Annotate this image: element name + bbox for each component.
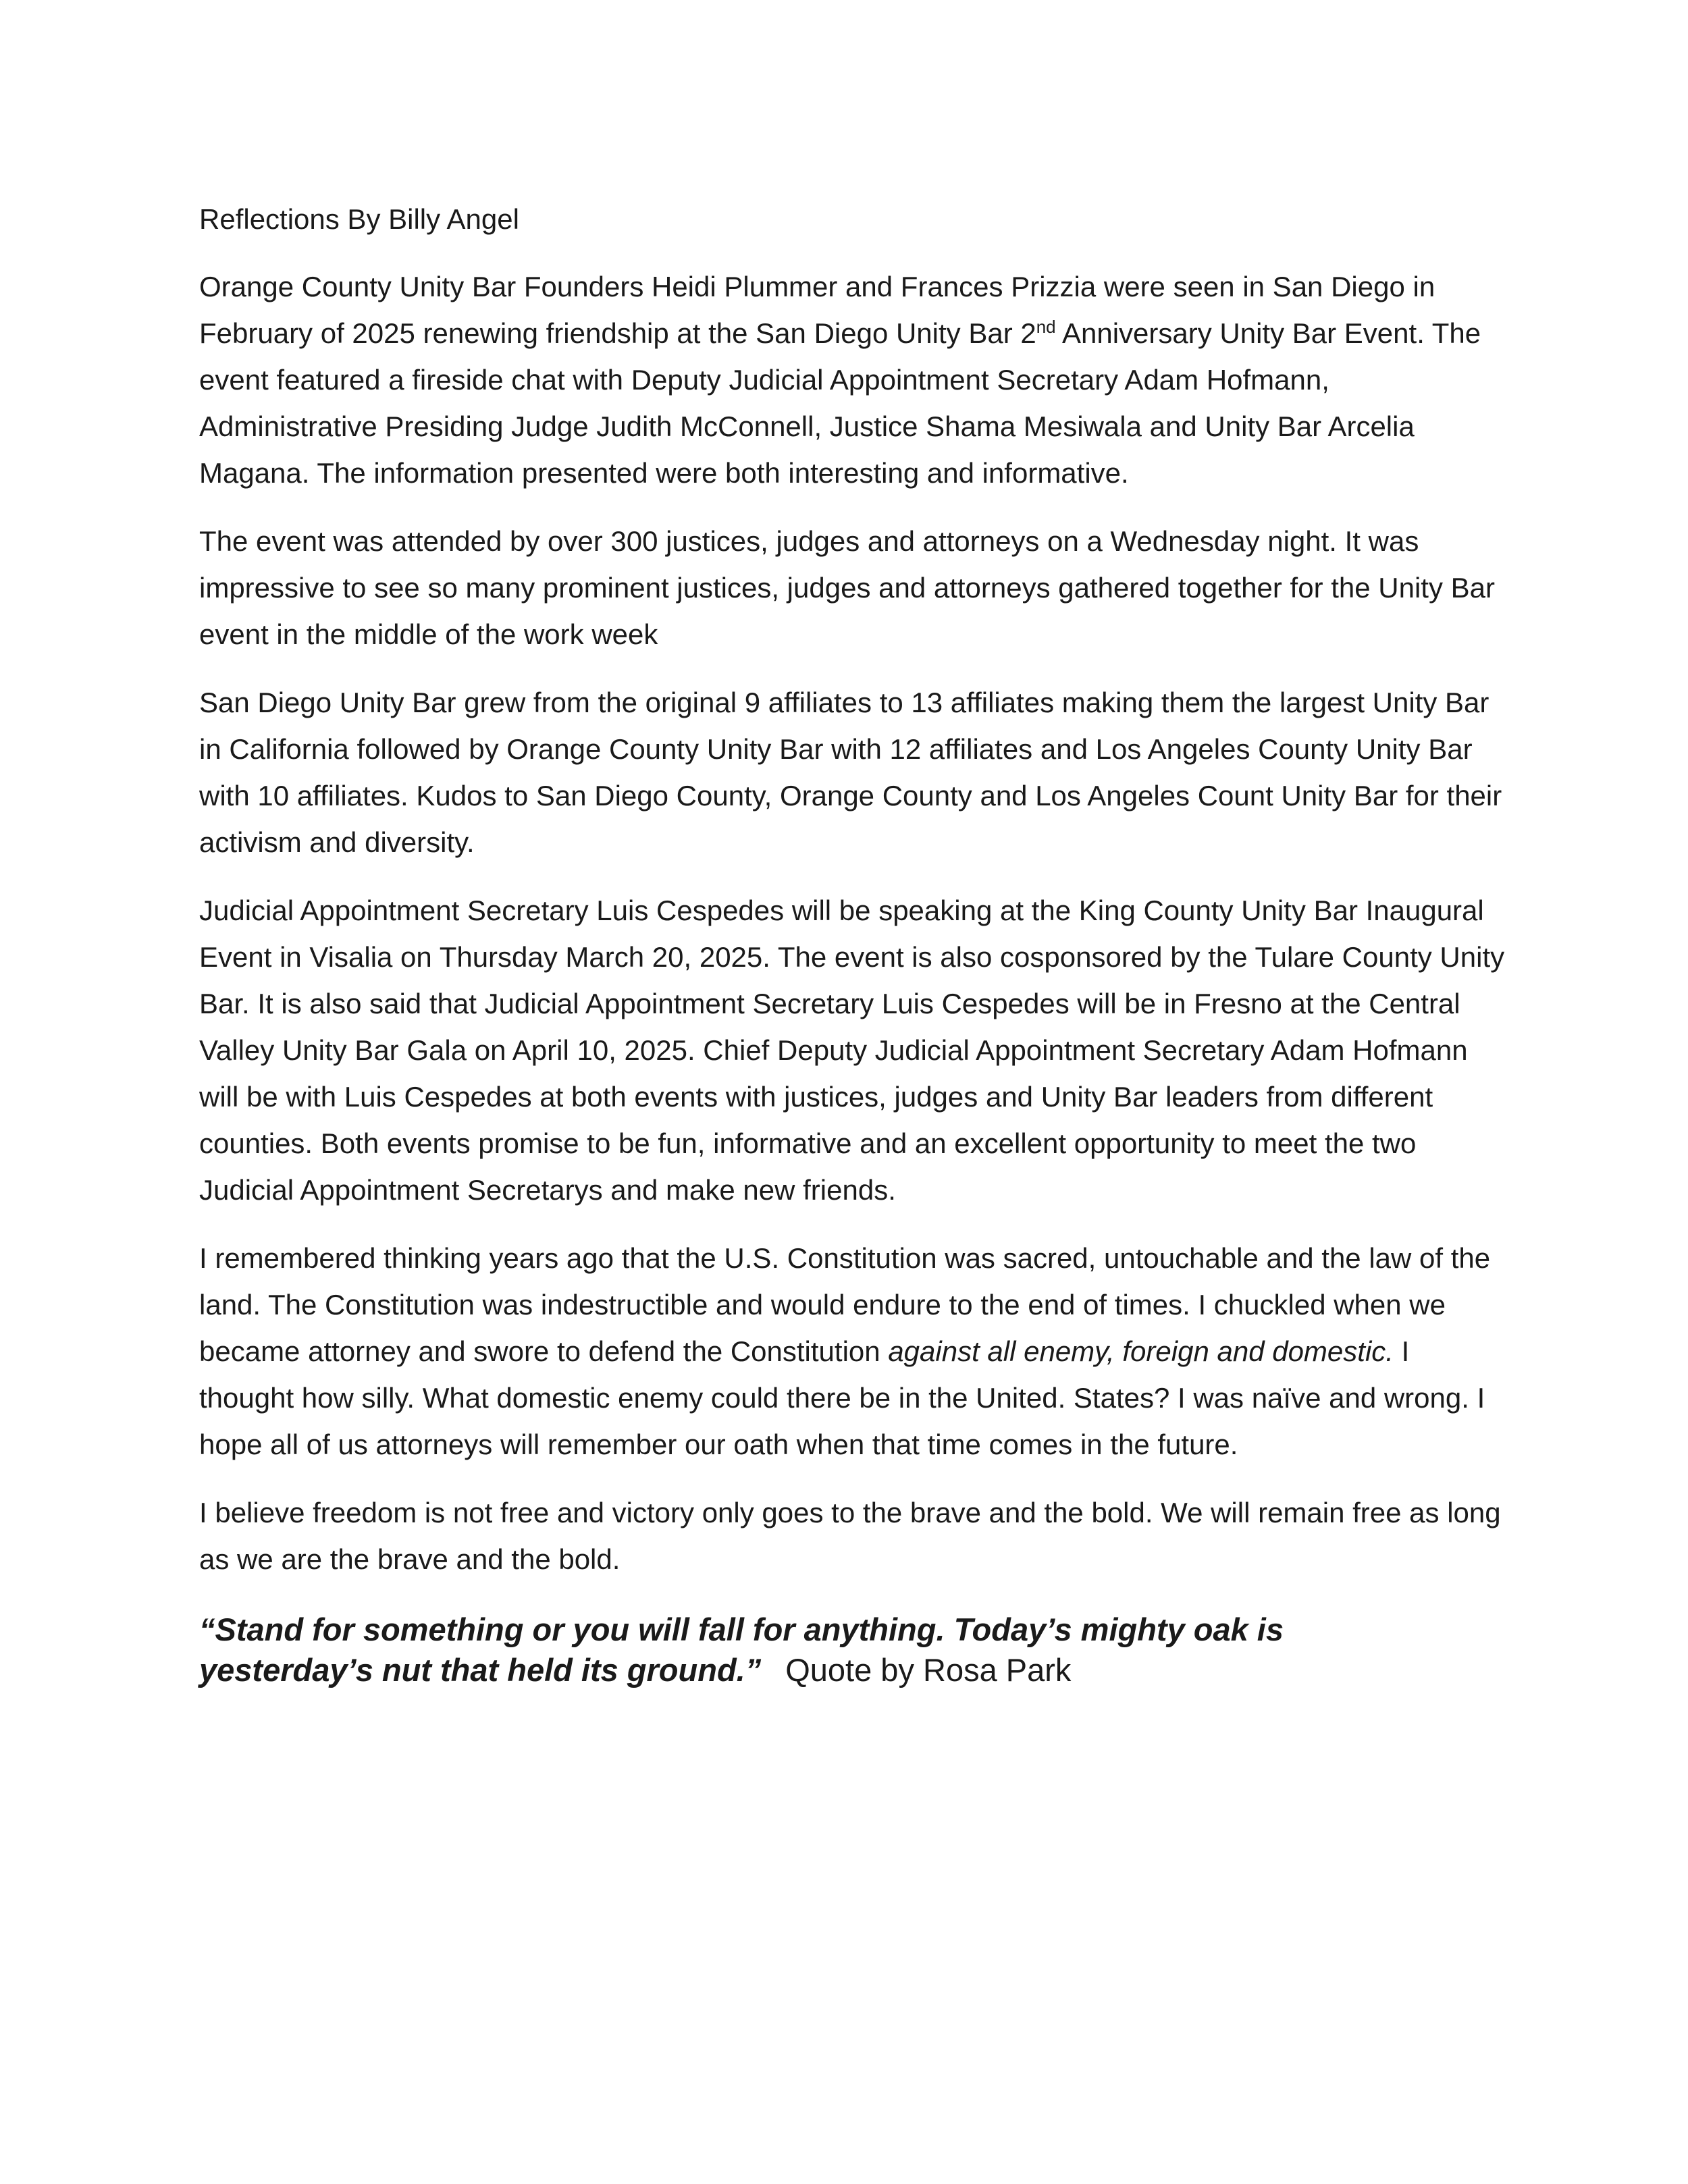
paragraph-1 — [199, 263, 1506, 496]
ordinal-suffix: nd — [1036, 317, 1056, 337]
document-page — [199, 196, 1506, 1690]
paragraph-6: I believe freedom is not free and victory only goes to the brave and the bold. We will remain free as long as we are the brave and the bold. — [199, 1497, 1501, 1575]
quote-attribution: Quote by Rosa Park — [785, 1652, 1072, 1688]
oath-phrase: against all enemy, foreign and domestic. — [888, 1335, 1394, 1367]
paragraph-4: Judicial Appointment Secretary Luis Cespedes will be speaking at the King County Unity Bar Inaugural Event in Visalia on Thursday March 20, 2025. The event is also cosponsored by the Tulare County Unity Bar. It is also said that Judicial Appointment Secretary Luis Cespedes will be in Fresno at the Central Valley Unity Bar Gala on April 10, 2025. Chief Deputy Judicial Appointment Secretary Adam Hofmann will be with Luis Cespedes at both events with justices, judges and Unity Bar leaders from different counties. Both events promise to be fun, informative and an excellent opportunity to meet the two Judicial Appointment Secretarys and make new friends. — [199, 895, 1505, 1206]
paragraph-5 — [199, 1235, 1506, 1468]
paragraph-1-text-a: Orange County Unity Bar Founders Heidi Plummer and Frances Prizzia were seen in San Diego in February of 2025 renewing friendship at the San Diego Unity Bar 2 — [199, 271, 1435, 349]
closing-quote — [199, 1609, 1415, 1690]
paragraph-5-text-b: I thought how silly. What domestic enemy could there be in the United. States? I was naïve and wrong. I hope all of us attorneys will remember our oath when that time comes in the future. — [199, 1335, 1485, 1460]
paragraph-3: San Diego Unity Bar grew from the original 9 affiliates to 13 affiliates making them the largest Unity Bar in California followed by Orange County Unity Bar with 12 affiliates and Los Angeles County Unity Bar with 10 affiliates. Kudos to San Diego County, Orange County and Los Angeles Count Unity Bar for their activism and diversity. — [199, 687, 1502, 858]
document-title: Reflections By Billy Angel — [199, 203, 519, 235]
paragraph-1-text-b: Anniversary Unity Bar Event. The event featured a fireside chat with Deputy Judicial Appointment Secretary Adam Hofmann, Administrative Presiding Judge Judith McConnell, Justice Shama Mesiwala and Unity Bar Arcelia Magana. The information presented were both interesting and informative. — [199, 317, 1481, 489]
paragraph-5-text-a: I remembered thinking years ago that the U.S. Constitution was sacred, untouchable and the law of the land. The Constitution was indestructible and would endure to the end of times. I chuckled when we became attorney and swore to defend the Constitution — [199, 1242, 1491, 1367]
paragraph-2: The event was attended by over 300 justices, judges and attorneys on a Wednesday night. It was impressive to see so many prominent justices, judges and attorneys gathered together for the Unity Bar event in the middle of the work week — [199, 525, 1495, 650]
quote-text: “Stand for something or you will fall for anything. Today’s mighty oak is yesterday’s nut that held its ground.” — [199, 1612, 1284, 1688]
